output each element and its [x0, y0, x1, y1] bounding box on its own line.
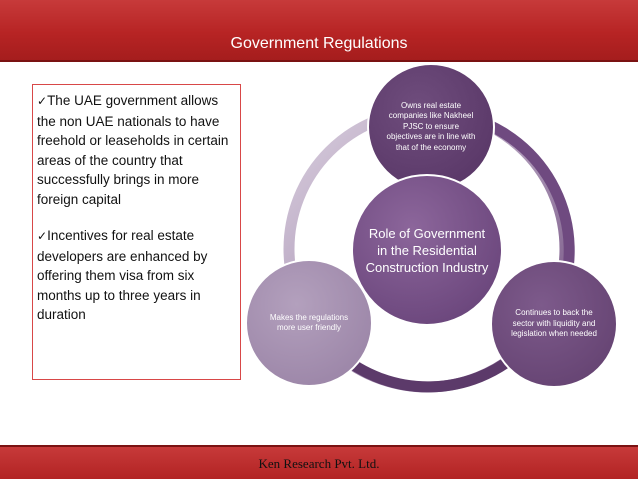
node-top-label: Owns real estate companies like Nakheel PJSC to ensure objectives are in line with that of the economy: [386, 100, 476, 152]
checkmark-icon: ✓: [37, 94, 48, 108]
slide-title: Government Regulations: [230, 35, 408, 52]
node-right-label: Continues to back the sector with liquidity and legislation when needed: [511, 308, 597, 339]
node-left-label: Makes the regulations more user friendly: [269, 312, 349, 332]
node-owns-real-estate: [367, 63, 495, 191]
node-center-role: [351, 174, 503, 326]
bullet-text-1: The UAE government allows the non UAE nationals to have freehold or leaseholds in certain areas of the country that successfully brings in more foreign capital: [37, 93, 229, 207]
node-liquidity: [490, 260, 618, 388]
bullet-text-2: Incentives for real estate developers are enhanced by offering them visa from six months up to three years in duration: [37, 228, 208, 322]
footer-company: Ken Research Pvt. Ltd.: [258, 456, 380, 471]
ring-arc-bottom: [340, 352, 520, 387]
checkmark-icon: ✓: [37, 229, 48, 243]
node-center-label: Role of Government in the Residential Construction Industry: [365, 225, 489, 275]
node-regulations: [245, 259, 373, 387]
